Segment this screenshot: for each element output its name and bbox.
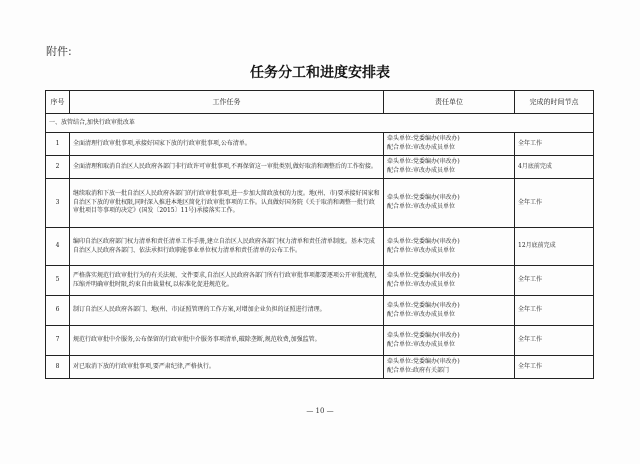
lead-unit: 牵头单位:党委编办(审改办) [387, 358, 460, 366]
deadline: 全年工作 [515, 296, 594, 326]
row-number: 1 [46, 133, 70, 156]
cooperating-unit: 配合单位:审改办成员单位 [387, 203, 456, 210]
responsible-units [384, 296, 515, 326]
section-title: 一、放管结合,加快行政审批改革 [46, 114, 594, 133]
attachment-label: 附件: [46, 45, 72, 58]
task-description: 全面清理和取消自治区人民政府各部门非行政许可审批事项,不再保留这一审批类别,做好取消和调整后的工作衔接。 [70, 156, 384, 179]
table-row [46, 228, 594, 266]
responsible-units [384, 228, 515, 266]
responsible-units [384, 156, 515, 179]
task-description: 继续取消和下放一批自治区人民政府各部门的行政审批事项,进一步加大简政放权的力度。地(州、市)要承接好国家和自治区下放的审批权限,同时深入推进本地区简化行政审批事项的工作。认真做好国务院《关于取消和调整一批行政审批项目等事项的决定》(国发〔2015〕11号)承接落实工作。 [70, 179, 384, 228]
row-number: 6 [46, 296, 70, 326]
cooperating-unit: 配合单位:审改办成员单位 [387, 310, 456, 318]
responsible-units [384, 266, 515, 296]
task-description: 规范行政审批中介服务,公布保留的行政审批中介服务事项清单,破除垄断,规范收费,加强监管。 [70, 326, 384, 356]
lead-unit: 牵头单位:党委编办(审改办) [387, 194, 460, 202]
responsible-units [384, 326, 515, 356]
header-task: 工作任务 [70, 91, 384, 114]
deadline: 全年工作 [515, 133, 594, 156]
task-description: 编印自治区政府部门权力清单和责任清单工作手册,建立自治区人民政府各部门权力清单和责任清单制度。基本完成自治区人民政府各部门、依法承担行政职能事业单位权力清单和责任清单的公布工作。 [70, 228, 384, 266]
deadline: 全年工作 [515, 356, 594, 379]
deadline: 12月底前完成 [515, 228, 594, 266]
table-row [46, 326, 594, 356]
deadline: 全年工作 [515, 179, 594, 228]
table-row [46, 296, 594, 326]
task-description: 制订自治区人民政府各部门、地(州、市)证照管理的工作方案,对增加企业负担的证照进行清理。 [70, 296, 384, 326]
table-row [46, 179, 594, 228]
row-number: 4 [46, 228, 70, 266]
deadline: 4月底前完成 [515, 156, 594, 179]
row-number: 5 [46, 266, 70, 296]
lead-unit: 牵头单位:党委编办(审改办) [387, 237, 460, 245]
table-header-row [46, 91, 594, 114]
section-row [46, 114, 594, 133]
cooperating-unit: 配合单位:审改办成员单位 [387, 280, 456, 288]
table-row [46, 156, 594, 179]
deadline: 全年工作 [515, 266, 594, 296]
lead-unit: 牵头单位:党委编办(审改办) [387, 331, 460, 339]
task-description: 全面清理行政审批事项,承接好国家下放的行政审批事项,公布清单。 [70, 133, 384, 156]
lead-unit: 牵头单位:党委编办(审改办) [387, 301, 460, 309]
row-number: 7 [46, 326, 70, 356]
task-description: 对已取消下放的行政审批事项,要严肃纪律,严格执行。 [70, 356, 384, 379]
cooperating-unit: 配合单位:审改办成员单位 [387, 340, 456, 348]
responsible-units [384, 179, 515, 228]
cooperating-unit: 配合单位:政府有关部门 [387, 367, 450, 374]
header-deadline: 完成的时间节点 [515, 91, 594, 114]
page-number: — 10 — [306, 407, 334, 415]
task-description: 严格落实规范行政审批行为的有关法规、文件要求,自治区人民政府各部门所有行政审批事项都要逐项公开审批流程,压缩并明确审批时限,约束自由裁量权,以标准化促进规范化。 [70, 266, 384, 296]
table-row [46, 356, 594, 379]
row-number: 3 [46, 179, 70, 228]
cooperating-unit: 配合单位:审改办成员单位 [387, 167, 456, 174]
page-title: 任务分工和进度安排表 [250, 65, 390, 81]
cooperating-unit: 配合单位:审改办成员单位 [387, 246, 456, 254]
lead-unit: 牵头单位:党委编办(审改办) [387, 158, 460, 166]
row-number: 8 [46, 356, 70, 379]
task-table [45, 90, 594, 379]
header-no: 序号 [46, 91, 70, 114]
table-row [46, 133, 594, 156]
responsible-units [384, 133, 515, 156]
lead-unit: 牵头单位:党委编办(审改办) [387, 271, 460, 279]
lead-unit: 牵头单位:党委编办(审改办) [387, 135, 460, 143]
deadline: 全年工作 [515, 326, 594, 356]
header-responsible: 责任单位 [384, 91, 515, 114]
responsible-units [384, 356, 515, 379]
cooperating-unit: 配合单位:审改办成员单位 [387, 144, 456, 151]
table-row [46, 266, 594, 296]
row-number: 2 [46, 156, 70, 179]
